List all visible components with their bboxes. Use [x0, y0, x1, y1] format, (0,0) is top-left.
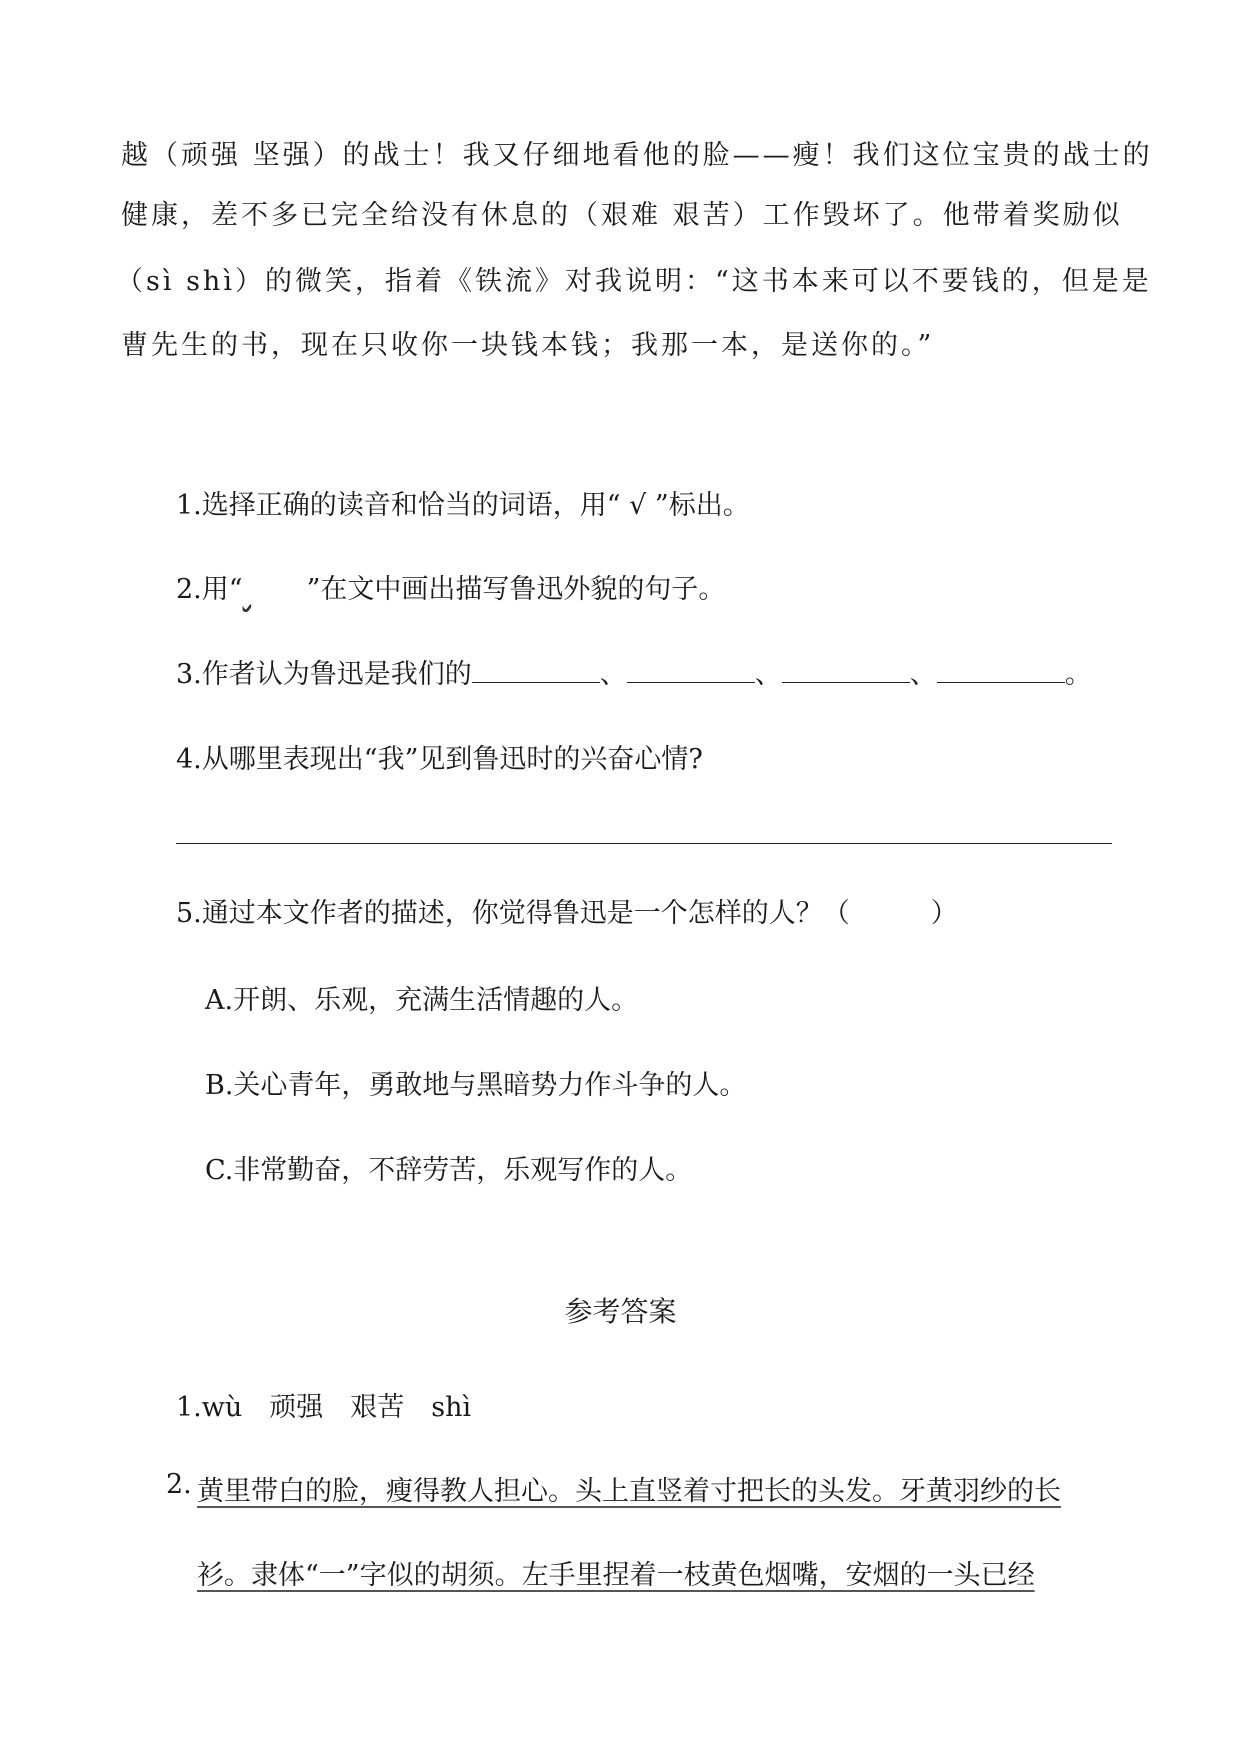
separator: 、	[754, 659, 782, 690]
option-b: B.关心青年，勇敢地与黑暗势力作斗争的人。	[205, 1070, 747, 1101]
answer-blank-3[interactable]	[782, 658, 910, 683]
answer-2-line-1: 黄里带白的脸，瘦得教人担心。头上直竖着寸把长的头发。牙黄羽纱的长	[197, 1476, 1061, 1507]
question-1: 1.选择正确的读音和恰当的词语，用“ √ ”标出。	[176, 490, 750, 521]
question-2	[176, 567, 725, 606]
answer-blank-1[interactable]	[472, 658, 600, 683]
passage-line-2: 健康，差不多已完全给没有休息的（艰难 艰苦）工作毁坏了。他带着奖励似	[121, 200, 1123, 231]
passage-line-4: 曹先生的书，现在只收你一块钱本钱；我那一本，是送你的。”	[121, 330, 935, 361]
question-3	[176, 652, 1092, 691]
answer-blank-2[interactable]	[627, 658, 755, 683]
question-5: 5.通过本文作者的描述，你觉得鲁迅是一个怎样的人？（ ）	[176, 898, 958, 929]
wavy-underline-sample	[243, 574, 307, 605]
passage-line-3: （sì shì）的微笑，指着《铁流》对我说明：“这书本来可以不要钱的，但是是	[116, 266, 1152, 297]
answer-2-line-2: 衫。隶体“一”字似的胡须。左手里捏着一枝黄色烟嘴，安烟的一头已经	[197, 1560, 1035, 1591]
answer-key-heading: 参考答案	[564, 1295, 677, 1328]
option-c: C.非常勤奋，不辞劳苦，乐观写作的人。	[205, 1155, 693, 1186]
answer-2-label: 2.	[166, 1469, 192, 1500]
question-3-end: 。	[1064, 659, 1092, 690]
option-a: A.开朗、乐观，充满生活情趣的人。	[205, 985, 639, 1016]
answer-blank-4[interactable]	[937, 658, 1065, 683]
answer-line[interactable]	[176, 843, 1112, 844]
separator: 、	[909, 659, 937, 690]
question-2-prefix: 2.用“	[176, 574, 243, 605]
question-4: 4.从哪里表现出“我”见到鲁迅时的兴奋心情?	[176, 744, 703, 775]
passage-line-1: 越（顽强 坚强）的战士！我又仔细地看他的脸——瘦！我们这位宝贵的战士的	[121, 140, 1153, 171]
question-3-prefix: 3.作者认为鲁迅是我们的	[176, 659, 472, 690]
answer-1: 1.wù 顽强 艰苦 shì	[176, 1392, 472, 1423]
question-2-suffix: ”在文中画出描写鲁迅外貌的句子。	[306, 574, 726, 605]
separator: 、	[599, 659, 627, 690]
